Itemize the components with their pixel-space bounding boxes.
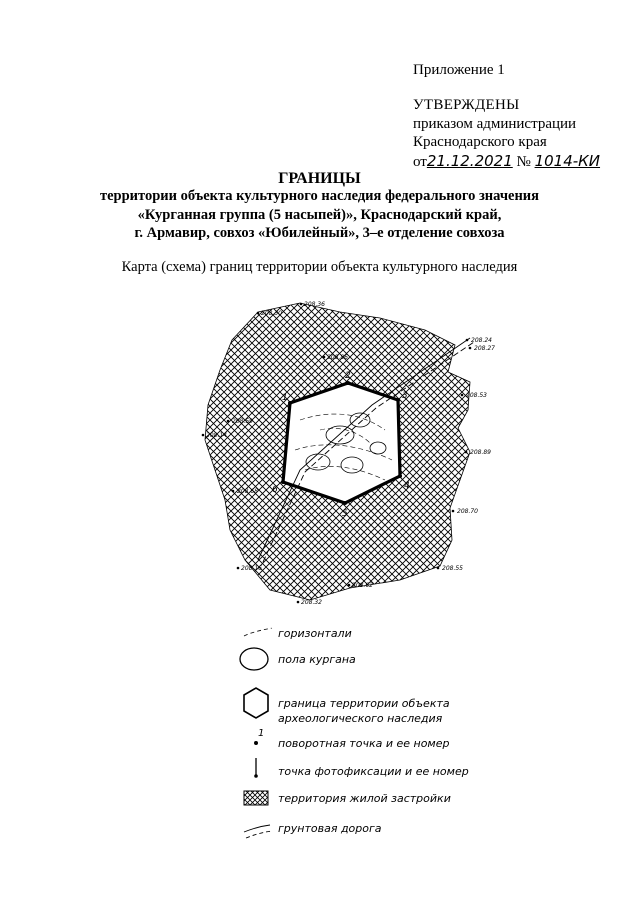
legend-boundary-label: граница территории объекта археологического наследия — [278, 697, 450, 725]
legend-contour-label: горизонтали — [278, 627, 352, 640]
turning-point-label: 3 — [402, 391, 408, 401]
elevation-label: 208.32 — [301, 599, 322, 606]
order-line-1: приказом администрации — [413, 116, 577, 132]
doc-title-line4: г. Армавир, совхоз «Юбилейный», 3–е отделение совхоза — [134, 225, 505, 241]
elevation-label: 208.68 — [237, 488, 258, 495]
elevation-label: 208.30 — [261, 310, 282, 317]
elevation-label: 208.16 — [241, 565, 262, 572]
elevation-label: 208.27 — [474, 345, 495, 352]
legend-photo-point-label: точка фотофиксации и ее номер — [278, 765, 469, 778]
turning-point-label: 1 — [282, 393, 288, 403]
approved-label: УТВЕРЖДЕНЫ — [413, 97, 520, 113]
barrow-symbol — [240, 648, 268, 670]
elevation-label: 208.59 — [232, 418, 253, 425]
hexagon-symbol — [244, 688, 268, 718]
doc-title-line3: «Курганная группа (5 насыпей)», Краснодарский край, — [137, 207, 502, 223]
elevation-label: 208.70 — [457, 508, 478, 515]
order-number: 1014-КИ — [534, 152, 601, 170]
elevation-label: 208.55 — [442, 565, 463, 572]
legend-barrow-label: пола кургана — [278, 653, 356, 666]
number-prefix: № — [516, 154, 531, 170]
order-date: 21.12.2021 — [426, 152, 513, 170]
legend-turning-point-label: поворотная точка и ее номер — [278, 737, 450, 750]
doc-title-line2: территории объекта культурного наследия федерального значения — [99, 188, 539, 204]
appendix-label: Приложение 1 — [413, 62, 505, 78]
elevation-label: 208.24 — [471, 337, 492, 344]
turning-point-label: 2 — [345, 371, 351, 381]
doc-title: ГРАНИЦЫ — [278, 170, 361, 187]
legend-residential-label: территория жилой застройки — [278, 792, 451, 805]
elevation-label: 208.36 — [304, 301, 325, 308]
map-subtitle: Карта (схема) границ территории объекта культурного наследия — [121, 259, 518, 275]
order-line-2: Краснодарского края — [413, 134, 547, 150]
elevation-label: 208.89 — [470, 449, 491, 456]
elevation-label: 208.62 — [352, 582, 373, 589]
legend-road-label: грунтовая дорога — [278, 822, 382, 835]
hatch-symbol — [244, 791, 268, 805]
contour-symbol — [244, 628, 272, 636]
elevation-label: 208.14 — [206, 432, 227, 439]
point-number-symbol: 1 — [258, 728, 265, 739]
turning-point-label: 4 — [404, 481, 410, 491]
elevation-label: 208.86 — [327, 354, 348, 361]
turning-point-label: 5 — [342, 509, 348, 519]
turning-point-symbol — [254, 741, 258, 745]
date-prefix: от — [413, 154, 427, 170]
road-symbol — [244, 825, 272, 838]
turning-point-label: 6 — [272, 485, 278, 495]
elevation-label: 208.53 — [466, 392, 487, 399]
